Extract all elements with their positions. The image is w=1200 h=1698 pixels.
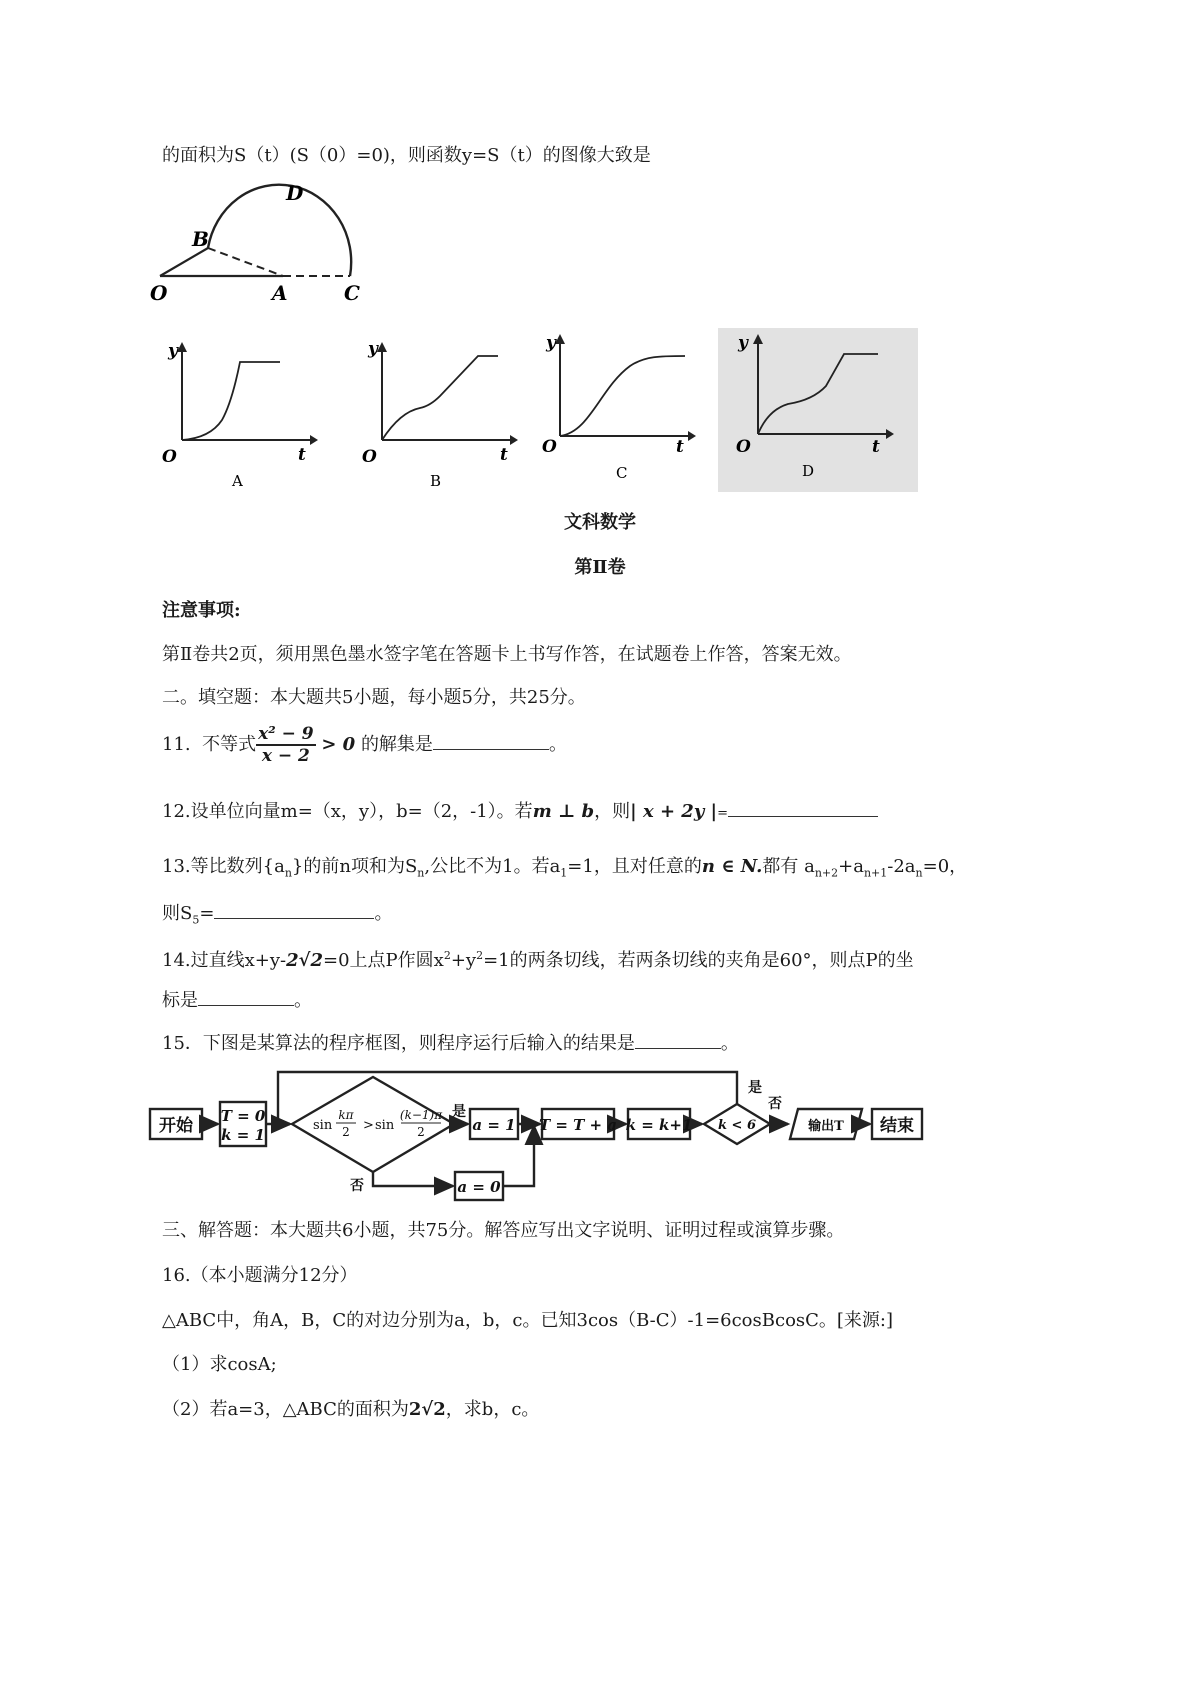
subject-title: 文科数学 [564,512,636,533]
option-label-d: D [802,462,815,480]
svg-text:>: > [363,1118,374,1133]
label-c: C [344,281,360,305]
semicircle-figure [148,178,388,313]
svg-text:O: O [736,437,751,457]
intro-text: 的面积为S（t）(S（0）=0)，则函数y=S（t）的图像大致是 [162,145,651,166]
option-label-a: A [232,472,243,490]
notice-heading: 注意事项: [162,600,241,621]
svg-text:2: 2 [342,1125,350,1139]
question-15: 15．下图是某算法的程序框图，则程序运行后输入的结果是 。 [162,1030,739,1056]
flow-yes: 是 [452,1104,466,1120]
svg-text:O: O [162,447,177,467]
flow-kk: k = k+1 [625,1116,693,1134]
flow-start: 开始 [159,1116,193,1136]
option-graph-d [718,328,918,492]
answer-blank-13[interactable] [214,900,374,919]
flow-no: 否 [350,1178,364,1194]
answer-blank-12[interactable] [728,798,878,817]
flowchart [140,1062,930,1212]
flow-init-k: k = 1 [221,1126,265,1144]
answer-blank-15[interactable] [635,1030,721,1049]
svg-text:sin: sin [313,1118,333,1133]
flow-yes2: 是 [748,1080,762,1096]
svg-text:2: 2 [417,1125,425,1139]
option-graph-a [150,332,320,492]
svg-text:t: t [872,437,880,457]
flow-init-t: T = 0 [220,1107,266,1125]
answer-blank-14[interactable] [198,987,294,1006]
flow-output: 输出T [808,1119,844,1134]
label-b: B [192,227,209,251]
svg-text:kπ: kπ [338,1108,354,1122]
flow-no2: 否 [768,1096,782,1112]
svg-text:t: t [676,437,684,457]
svg-text:t: t [298,445,306,465]
flow-a1: a = 1 [472,1116,516,1134]
question-14-line1: 14.过直线x+y-2√2=0上点P作圆$x^2+y^2=1$的两条切线，若两条切线的夹角是60°，则点P的坐 [162,949,914,971]
question-14-line2: 标是 。 [162,987,312,1013]
flow-tt: T = T + a [538,1116,618,1134]
question-16-text: △ABC中，角A，B，C的对边分别为a，b，c。已知3cos（B-C）-1=6cosBcosC。[来源:] [162,1310,894,1331]
flow-k6: k < 6 [718,1118,756,1133]
svg-text:y: y [546,333,556,353]
question-16-part1: （1）求cosA; [162,1354,277,1375]
label-d: D [286,181,304,205]
section-3-heading: 三、解答题：本大题共6小题，共75分。解答应写出文字说明、证明过程或演算步骤。 [162,1220,845,1241]
option-graph-c [520,328,700,488]
question-12: 12.设单位向量m=（x，y），b=（2，-1）。若m ⊥ b，则| x + 2y |= [162,798,878,826]
option-label-c: C [616,464,628,482]
option-label-b: B [430,472,442,490]
label-a: A [272,281,288,305]
question-16-part2: （2）若a=3，△ABC的面积为2√2，求b，c。 [162,1399,540,1420]
svg-text:O: O [542,437,557,457]
svg-text:sin: sin [375,1118,395,1133]
svg-text:(k−1)π: (k−1)π [399,1108,443,1122]
question-16-heading: 16.（本小题满分12分） [162,1265,358,1286]
q11-fraction: $\frac{\text{x² − 9}}{x - 2}$ [258,724,314,766]
section-2-heading: 二。填空题：本大题共5小题，每小题5分，共25分。 [162,687,586,708]
label-o: O [150,281,168,305]
question-13-line1: 13.等比数列$\{a_n\}$的前n项和为$S_n$,公比不为1。若$a_1=1$，且对任意的n ∈ N.都有 $a_{n+2}+a_{n+1}-2a_n=0$， [162,856,968,880]
svg-text:O: O [362,447,377,467]
svg-text:y: y [368,339,378,359]
volume-title: 第Ⅱ卷 [574,557,626,578]
question-11: 11. 不等式 $\frac{\text{x² − 9}}{x - 2}$ > 0 的解集是 。 [162,724,567,766]
notice-text: 第Ⅱ卷共2页，须用黑色墨水签字笔在答题卡上书写作答，在试题卷上作答，答案无效。 [162,644,852,665]
flow-end: 结束 [880,1116,914,1136]
svg-text:y: y [168,341,178,361]
answer-blank-11[interactable] [433,731,549,750]
option-graph-b [350,332,520,492]
svg-text:t: t [500,445,508,465]
question-13-line2: 则$S_5=$ 。 [162,900,392,933]
svg-text:y: y [738,333,748,353]
flow-a0: a = 0 [457,1178,501,1196]
